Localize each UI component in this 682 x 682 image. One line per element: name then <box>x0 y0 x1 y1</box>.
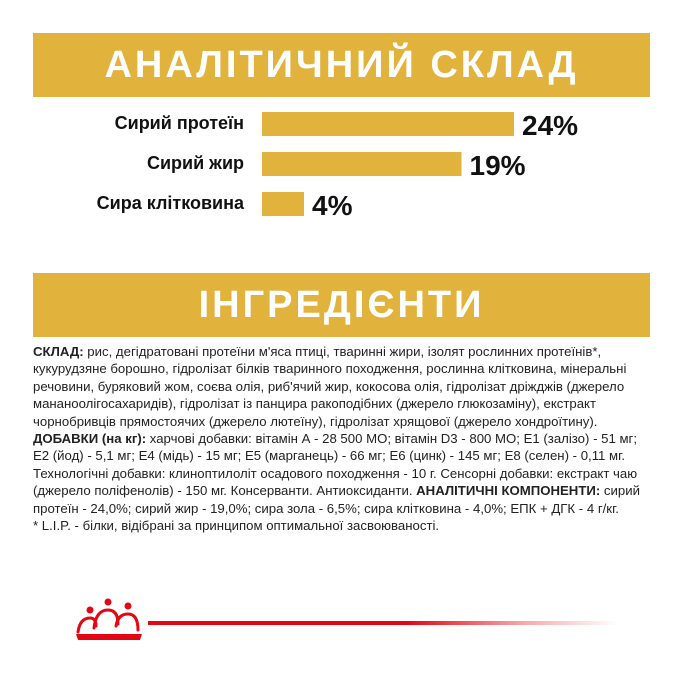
composition-label: СКЛАД: <box>33 344 84 359</box>
bar <box>262 112 514 136</box>
ingredients-title: ІНГРЕДІЄНТИ <box>198 283 485 326</box>
bar <box>262 192 304 216</box>
additives-label: ДОБАВКИ (на кг): <box>33 431 147 447</box>
composition-bar-chart <box>0 100 682 230</box>
ingredients-text <box>33 343 653 534</box>
category-label: Сира клітковина <box>96 193 244 213</box>
category-label: Сирий жир <box>146 153 244 173</box>
bar <box>262 152 462 176</box>
analytic-composition-title: АНАЛІТИЧНИЙ СКЛАД <box>104 43 579 86</box>
analytic-components-text: сирий протеїн - 24,0%; сирий жир - 19,0%; сира зола - 6,5%; сира клітковина - 4,0%; ЕПК + ДГК - 4 г/кг. <box>33 483 640 516</box>
composition-text: рис, дегідратовані протеїни м'яса птиці, тваринні жири, ізолят рослинних протеїнів*, кукурудзяне борошно, гідролізат білків тваринного походження, рослинна клітковина, мінеральні речовини, буряковий жом, соєва олія, риб'ячий жир, кокосова олія, гідролізат дріжджів (джерело мананоолігосахаридів), гідролізат із панцира ракоподібних (джерело глюкозаміну), екстракт чорнобривців прямостоячих (джерело лютеїну), гідролізат хрящової (джерело хондроїтину). <box>33 344 627 429</box>
analytic-components-label: АНАЛІТИЧНІ КОМПОНЕНТИ: <box>416 483 601 499</box>
value-label: 4% <box>312 190 353 221</box>
additives-text: харчові добавки: вітамін А - 28 500 МО; вітамін D3 - 800 МО; Е1 (залізо) - 51 мг; Е2 (йод) - 5,1 мг; Е4 (мідь) - 15 мг; Е5 (марганець) - 66 мг; Е6 (цинк) - 145 мг; Е8 (селен) - 0,11 мг. Технологічні добавки: клиноптилоліт осадового походження - 10 г. Сенсорні добавки: екстракт чаю (джерело поліфенолів) - 150 мг. Консерванти. Антиоксиданти. <box>33 431 638 499</box>
brand-red-line <box>148 621 618 625</box>
footnote: * L.I.P. - білки, відібрані за принципом оптимальної засвоюваності. <box>33 518 440 534</box>
analytic-composition-banner <box>33 33 650 97</box>
ingredients-banner <box>33 273 650 337</box>
royal-canin-crown-icon <box>70 588 148 644</box>
value-label: 19% <box>469 150 526 181</box>
value-label: 24% <box>522 110 579 141</box>
category-label: Сирий протеїн <box>114 113 244 133</box>
